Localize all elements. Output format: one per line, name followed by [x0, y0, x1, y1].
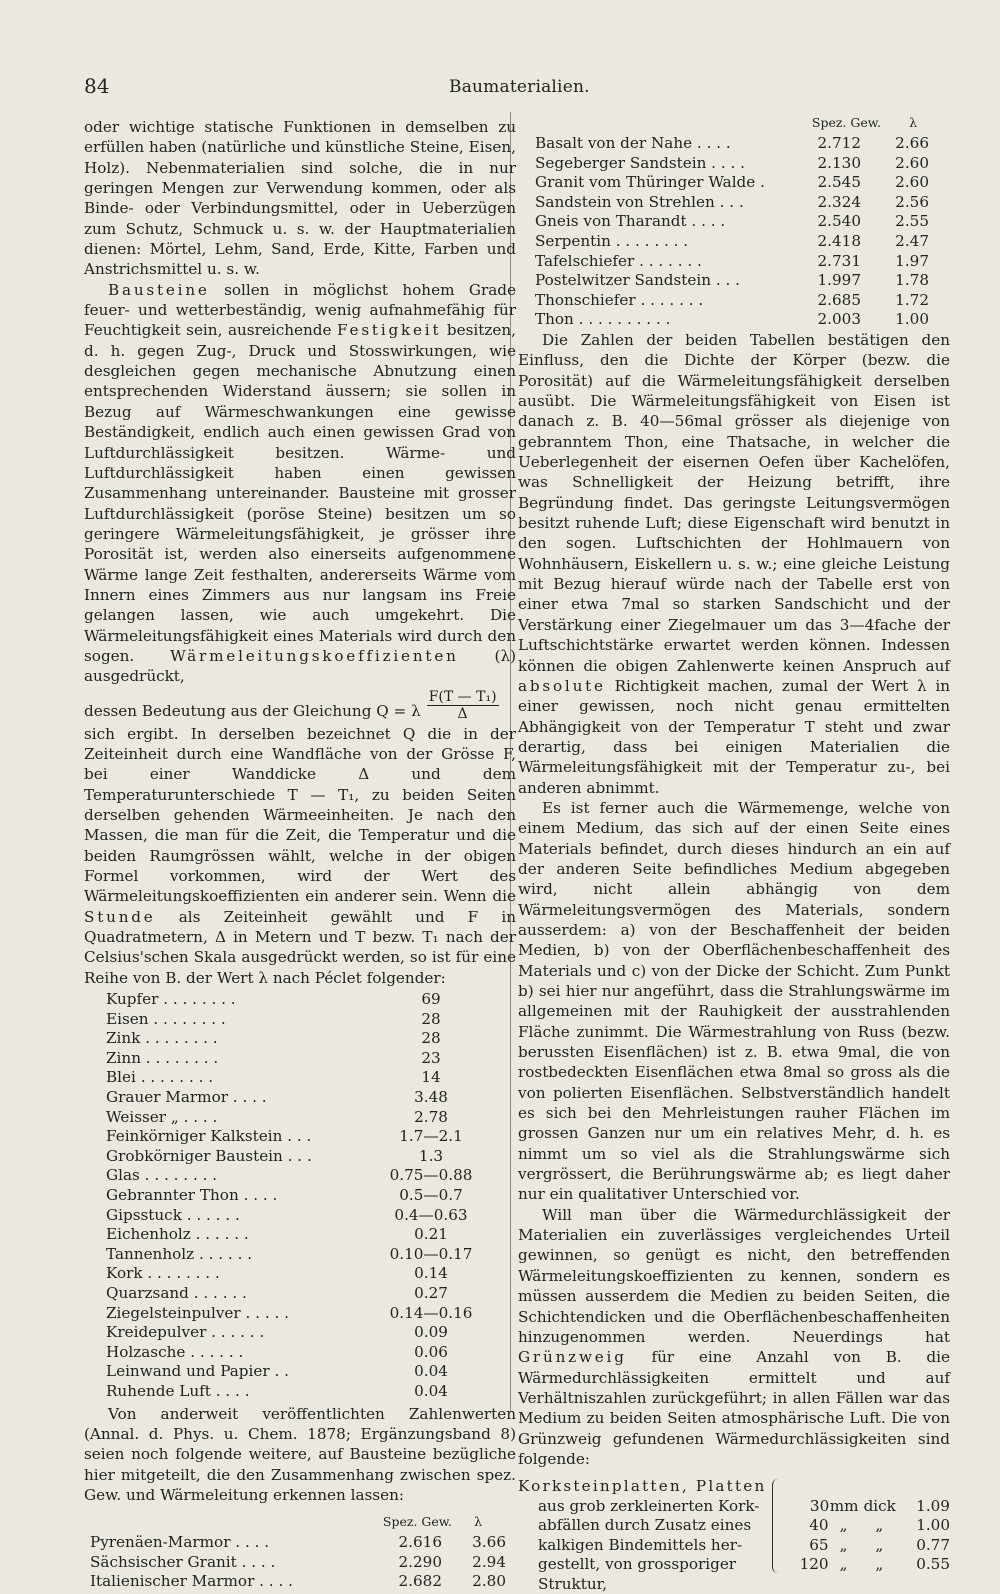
table-row	[535, 232, 935, 252]
material-name: Italienischer Marmor . . . .	[90, 1572, 293, 1591]
lambda-value: 0.4—0.63	[394, 1205, 468, 1224]
grouping-brace	[772, 1479, 781, 1573]
cork-description: kalkigen Bindemittels her-	[538, 1535, 743, 1554]
table-row	[535, 154, 935, 174]
lambda-value: 0.75—0.88	[389, 1166, 473, 1185]
lambda-value: 23	[421, 1048, 441, 1067]
lambda-value: 28	[421, 1009, 441, 1028]
lambda-value: 2.66	[895, 134, 929, 152]
paragraph-table-conclusion	[518, 330, 950, 798]
table-row	[535, 310, 935, 330]
table-row	[106, 1108, 516, 1128]
running-title: Baumaterialien.	[449, 77, 590, 97]
header-spacer	[535, 112, 801, 134]
table-row	[106, 1245, 516, 1265]
header-spez-gew: Spez. Gew.	[811, 115, 881, 130]
thickness-unit: „	[839, 1555, 848, 1574]
table-row	[535, 173, 935, 193]
cork-description: Korksteinplatten, Platten	[518, 1477, 767, 1496]
spez-gew-value: 2.540	[817, 212, 861, 231]
spez-gew-value: 2.003	[817, 310, 861, 329]
material-name: Gipsstuck . . . . . .	[106, 1205, 240, 1224]
thickness-unit: „	[839, 1535, 848, 1554]
thickness-value: 120	[799, 1555, 829, 1574]
material-name: Kreidepulver . . . . . .	[106, 1323, 265, 1342]
material-name: Tannenholz . . . . . .	[106, 1244, 253, 1263]
thickness-label: dick	[863, 1496, 896, 1515]
table-row	[535, 212, 935, 232]
thickness-label: „	[875, 1516, 884, 1535]
lambda-value: 1.00	[895, 310, 929, 329]
table-header	[535, 112, 935, 134]
cork-description: abfällen durch Zusatz eines	[538, 1516, 752, 1535]
lambda-value: 0.5—0.7	[399, 1186, 463, 1205]
material-name: Ruhende Luft . . . .	[106, 1381, 250, 1400]
formula-prefix: dessen Bedeutung aus der Gleichung Q = λ	[84, 702, 421, 721]
table-row	[84, 1572, 516, 1592]
lambda-value: 2.60	[895, 153, 929, 172]
lambda-value: 0.10—0.17	[389, 1244, 473, 1263]
header-spacer	[84, 1511, 366, 1533]
spaced-term: Grünzweig	[518, 1348, 627, 1367]
lambda-value: 2.78	[414, 1107, 448, 1126]
table-row	[106, 1029, 516, 1049]
permeability-value: 0.55	[916, 1555, 951, 1574]
table-row	[106, 1304, 516, 1324]
text-run: (λ) ausgedrückt,	[84, 646, 516, 686]
header-lambda: λ	[909, 115, 917, 130]
spez-gew-value: 2.712	[817, 134, 861, 152]
spaced-term: Stunde	[84, 907, 156, 926]
lambda-value: 2.80	[472, 1572, 506, 1591]
lambda-value: 2.94	[472, 1552, 506, 1571]
material-name: Zinn . . . . . . . .	[106, 1048, 219, 1067]
material-name: Serpentin . . . . . . . .	[535, 231, 689, 250]
table-row	[535, 193, 935, 213]
material-name: Sächsischer Granit . . . .	[90, 1552, 276, 1571]
cork-description: gestellt, von grossporiger	[538, 1555, 737, 1574]
lambda-value: 2.55	[895, 212, 929, 231]
text-run: als Zeiteinheit gewählt und F in Quadratmetern, Δ in Metern und T bezw. T₁ nach der Celsius'schen Skala ausgedrückt werden, so ist für eine Reihe von B. der Wert λ nach Péclet folgender:	[84, 907, 516, 987]
table-row	[518, 1516, 950, 1536]
table-row	[106, 1343, 516, 1363]
lambda-value: 0.06	[414, 1342, 448, 1361]
density-table-right	[535, 112, 935, 330]
table-row	[106, 1088, 516, 1108]
table-row	[518, 1477, 950, 1497]
text-run: besitzen, d. h. gegen Zug-, Druck und Stosswirkungen, wie desgleichen gegen mechanische Abnutzung einen entsprechenden Widerstand äussern; sie sollen in Bezug auf Wärmeschwankungen eine gewisse Beständigkeit, endlich auch einen gewissen Grad von Luftdurchlässigkeit besitzen. Wärme- und Luftdurchlässigkeit haben einen gewissen Zusammenhang untereinander. Bausteine mit grosser Luftdurchlässigkeit (poröse Steine) besitzen um so geringere Wärmeleitungsfähigkeit, je grösser ihre Porosität ist, werden also einerseits aufgenommene Wärme lange Zeit festhalten, andererseits Wärme vom Innern eines Zimmers aus nur langsam ins Freie gelangen lassen, wie auch umgekehrt. Die Wärmeleitungsfähigkeit eines Materials wird durch den sogen.	[84, 321, 516, 665]
table-row	[106, 990, 516, 1010]
thickness-unit: „	[839, 1516, 848, 1535]
spaced-term: Bausteine	[108, 280, 210, 299]
spez-gew-value: 2.731	[817, 251, 861, 270]
cork-description: aus grob zerkleinerten Kork-	[538, 1496, 760, 1515]
table-row	[535, 291, 935, 311]
material-name: Segeberger Sandstein . . . .	[535, 153, 745, 172]
table-row	[106, 1382, 516, 1402]
lambda-value: 2.47	[895, 231, 929, 250]
permeability-value: 0.77	[916, 1535, 951, 1554]
table-row	[106, 1225, 516, 1245]
table-header	[84, 1511, 516, 1533]
text-run: Richtigkeit machen, zumal der Wert λ in einer gewissen, noch nicht genau ermittelten Abhängigkeit von der Temperatur T steht und zwar derartig, dass bei einigen Materialien die Wärmeleitungsfähigkeit mit der Temperatur zu-, bei anderen abnimmt.	[518, 676, 950, 797]
thickness-label: „	[875, 1535, 884, 1554]
material-name: Tafelschiefer . . . . . . .	[535, 251, 702, 270]
lambda-value: 2.60	[895, 173, 929, 192]
heat-equation	[84, 689, 516, 722]
material-name: Pyrenäen-Marmor . . . .	[90, 1533, 270, 1552]
table-row	[518, 1575, 950, 1594]
lambda-value: 1.3	[418, 1146, 444, 1165]
text-run: sich ergibt. In derselben bezeichnet Q die in der Zeiteinheit durch eine Wandfläche von der Grösse F, bei einer Wanddicke Δ und dem Temperaturunterschiede T — T₁, zu beiden Seiten derselben gehenden Wärmeeinheiten. Je nach den Massen, die man für die Zeit, die Temperatur und die beiden Raumgrössen wählt, welche in der obigen Formel vorkommen, wird der Wert des Wärmeleitungskoeffizienten ein anderer sein. Wenn die	[84, 724, 516, 906]
table-row	[106, 1362, 516, 1382]
table-row	[84, 1553, 516, 1573]
spez-gew-value: 2.130	[817, 153, 861, 172]
spaced-term: absolute	[518, 676, 606, 695]
table-row	[106, 1186, 516, 1206]
spez-gew-value: 2.682	[398, 1572, 442, 1591]
table-row	[106, 1206, 516, 1226]
thickness-value: 40	[809, 1516, 829, 1535]
page-number: 84	[84, 74, 110, 98]
thickness-unit: mm	[829, 1496, 859, 1515]
material-name: Basalt von der Nahe . . . .	[535, 134, 731, 152]
paragraph-definition	[84, 724, 516, 988]
material-name: Kupfer . . . . . . . .	[106, 990, 236, 1009]
thickness-value: 65	[809, 1535, 829, 1554]
material-name: Zink . . . . . . . .	[106, 1029, 218, 1048]
lambda-value: 1.78	[895, 271, 929, 290]
spez-gew-value: 2.324	[817, 192, 861, 211]
lambda-value: 69	[421, 990, 441, 1009]
lambda-value: 3.48	[414, 1088, 448, 1107]
lambda-value: 1.72	[895, 290, 929, 309]
material-name: Feinkörniger Kalkstein . . .	[106, 1127, 312, 1146]
spez-gew-value: 2.418	[817, 231, 861, 250]
paragraph-intro: oder wichtige statische Funktionen in demselben zu erfüllen haben (natürliche und künstliche Steine, Eisen, Holz). Nebenmaterialien sind solche, die in nur geringen Mengen zur Verwendung kommen, oder als Binde- oder Verbindungsmittel, oder in Ueberzügen zum Schutz, Schmuck u. s. w. der Hauptmaterialien dienen: Mörtel, Lehm, Sand, Erde, Kitte, Farben und Anstrichsmittel u. s. w.	[84, 118, 516, 279]
table-row	[106, 1323, 516, 1343]
paragraph-bausteine	[84, 280, 516, 687]
material-name: Thonschiefer . . . . . . .	[535, 290, 704, 309]
material-name: Ziegelsteinpulver . . . . .	[106, 1303, 289, 1322]
text-run: für eine Anzahl von B. die Wärmedurchlässigkeiten ermittelt und auf Verhältniszahlen zurückgeführt; in allen Fällen war das Medium zu beiden Seiten atmosphärische Luft. Die von Grünzweig gefundenen Wärmedurchlässigkeiten sind folgende:	[518, 1348, 950, 1468]
lambda-value: 0.27	[414, 1284, 448, 1302]
paragraph-gruenzweig	[518, 1205, 950, 1469]
spaced-term: Wärmeleitungskoeffizienten	[170, 646, 459, 665]
material-name: Gneis von Tharandt . . . .	[535, 212, 726, 231]
table-row	[106, 1166, 516, 1186]
formula-fraction	[427, 689, 499, 722]
material-name: Glas . . . . . . . .	[106, 1166, 218, 1185]
table-row	[535, 271, 935, 291]
table-row	[106, 1010, 516, 1030]
material-name: Blei . . . . . . . .	[106, 1068, 214, 1087]
table-row	[535, 252, 935, 272]
permeability-value: 1.00	[916, 1516, 951, 1535]
peclet-table	[106, 990, 516, 1401]
spez-gew-value: 2.545	[817, 173, 861, 192]
material-name: Sandstein von Strehlen . . .	[535, 192, 744, 211]
spez-gew-value: 2.616	[398, 1533, 442, 1552]
material-name: Gebrannter Thon . . . .	[106, 1186, 278, 1205]
material-name: Granit vom Thüringer Walde .	[535, 173, 765, 192]
density-table-left	[84, 1511, 516, 1592]
lambda-value: 2.56	[895, 192, 929, 211]
spaced-term: Festigkeit	[337, 321, 442, 340]
thickness-value: 30	[809, 1496, 830, 1515]
material-name: Quarzsand . . . . . .	[106, 1284, 247, 1302]
material-name: Weisser „ . . . .	[106, 1107, 218, 1126]
lambda-value: 0.14—0.16	[389, 1303, 473, 1322]
lambda-value: 3.66	[472, 1533, 506, 1552]
material-name: Thon . . . . . . . . . .	[535, 310, 671, 329]
formula-numerator: F(T — T₁)	[428, 688, 497, 705]
right-column	[518, 330, 950, 1594]
material-name: Postelwitzer Sandstein . . .	[535, 271, 740, 290]
lambda-value: 1.97	[895, 251, 929, 270]
lambda-value: 1.7—2.1	[399, 1127, 463, 1146]
corkstone-table	[518, 1477, 950, 1594]
left-column	[84, 117, 516, 1592]
lambda-value: 28	[421, 1029, 441, 1048]
table-row	[106, 1284, 516, 1304]
table-row	[518, 1536, 950, 1556]
cork-description: Struktur,	[538, 1574, 608, 1593]
table-row	[84, 1533, 516, 1553]
material-name: Eichenholz . . . . . .	[106, 1225, 249, 1244]
spez-gew-value: 2.290	[398, 1552, 442, 1571]
lambda-value: 0.04	[414, 1381, 448, 1400]
spez-gew-value: 2.685	[817, 290, 861, 309]
header-spez-gew: Spez. Gew.	[382, 1514, 452, 1530]
paragraph-further-values: Von anderweit veröffentlichten Zahlenwerten (Annal. d. Phys. u. Chem. 1878; Ergänzungsband 8) seien noch folgende weitere, auf Bausteine bezügliche hier mitgeteilt, die den Zusammenhang zwischen spez. Gew. und Wärmeleitung erkennen lassen:	[84, 1404, 516, 1504]
table-row	[106, 1127, 516, 1147]
text-run: sollen in möglichst hohem Grade feuer- und wetterbeständig, wenig aufnahmefähig für Feuchtigkeit sein, ausreichende	[84, 280, 516, 340]
table-row	[106, 1147, 516, 1167]
permeability-value: 1.09	[916, 1496, 950, 1515]
table-row	[535, 134, 935, 154]
header-lambda: λ	[474, 1514, 482, 1530]
material-name: Grobkörniger Baustein . . .	[106, 1146, 312, 1165]
material-name: Kork . . . . . . . .	[106, 1264, 220, 1283]
table-row	[106, 1264, 516, 1284]
lambda-value: 0.09	[414, 1323, 448, 1342]
lambda-value: 0.21	[414, 1225, 448, 1244]
text-run: Die Zahlen der beiden Tabellen bestätigen den Einfluss, den die Dichte der Körper (bezw. die Porosität) auf die Wärmeleitungsfähigkeit derselben ausübt. Die Wärmeleitungsfähigkeit von Eisen ist danach z. B. 40—56mal grösser als diejenige von gebranntem Thon, eine Thatsache, in welcher die Ueberlegenheit der eisernen Oefen über Kachelöfen, was Schnelligkeit der Heizung betrifft, ihre Begründung findet. Das geringste Leitungsvermögen besitzt ruhende Luft; diese Eigenschaft wird benutzt in den sogen. Luftschichten der Hohlmauern von Wohnhäusern, Eiskellern u. s. w.; eine gleiche Leistung mit Bezug hierauf würde nach der Tabelle erst von einer etwa 7mal so starken Sandschicht und der Verstärkung einer Ziegelmauer um das 3—4fache der Luftschichtstärke erwartet werden können. Indessen können die obigen Zahlenwerte keinen Anspruch auf	[518, 331, 950, 675]
lambda-value: 14	[421, 1068, 441, 1087]
formula-denominator: Δ	[457, 705, 468, 722]
table-row	[518, 1555, 950, 1575]
thickness-label: „	[875, 1555, 884, 1574]
table-row	[106, 1049, 516, 1069]
material-name: Grauer Marmor . . . .	[106, 1088, 267, 1107]
text-run: Will man über die Wärmedurchlässigkeit der Materialien ein zuverlässiges vergleichendes Urteil gewinnen, so genügt es nicht, den betreffenden Wärmeleitungskoeffizienten zu kennen, sondern es müssen ausserdem die Medien zu beiden Seiten, die Schichtendicken und die Oberflächenbeschaffenheiten hinzugenommen werden. Neuerdings hat	[518, 1205, 950, 1346]
lambda-value: 0.14	[414, 1264, 448, 1283]
material-name: Holzasche . . . . . .	[106, 1342, 244, 1361]
lambda-value: 0.04	[414, 1362, 448, 1381]
paragraph-heat-transfer: Es ist ferner auch die Wärmemenge, welche von einem Medium, das sich auf der einen Seite eines Materials befindet, durch dieses hindurch an ein auf der anderen Seite befindliches Medium abgegeben wird, nicht allein abhängig von dem Wärmeleitungsvermögen des Materials, sondern ausserdem: a) von der Beschaffenheit der beiden Medien, b) von der Oberflächenbeschaffenheit des Materials und c) von der Dicke der Schicht. Zum Punkt b) sei hier nur angeführt, dass die Strahlungswärme im allgemeinen mit der Rauhigkeit der ausstrahlenden Fläche zunimmt. Die Wärmestrahlung von Russ (bezw. berussten Eisenflächen) ist z. B. etwa 9mal, die von rostbedeckten Eisenflächen etwa 8mal so gross als die von polierten Eisenflächen. Selbstverständlich handelt es sich bei den Mehrleistungen rauher Flächen im grossen Ganzen nur um ein relatives Mehr, d. h. es nimmt um so viel als die Strahlungswärme sich vergrössert, die Berührungswärme ab; es liegt daher nur ein qualitativer Unterschied vor.	[518, 798, 950, 1204]
material-name: Leinwand und Papier . .	[106, 1362, 289, 1381]
material-name: Eisen . . . . . . . .	[106, 1009, 226, 1028]
spez-gew-value: 1.997	[817, 271, 861, 290]
table-row	[518, 1497, 950, 1517]
table-row	[106, 1068, 516, 1088]
